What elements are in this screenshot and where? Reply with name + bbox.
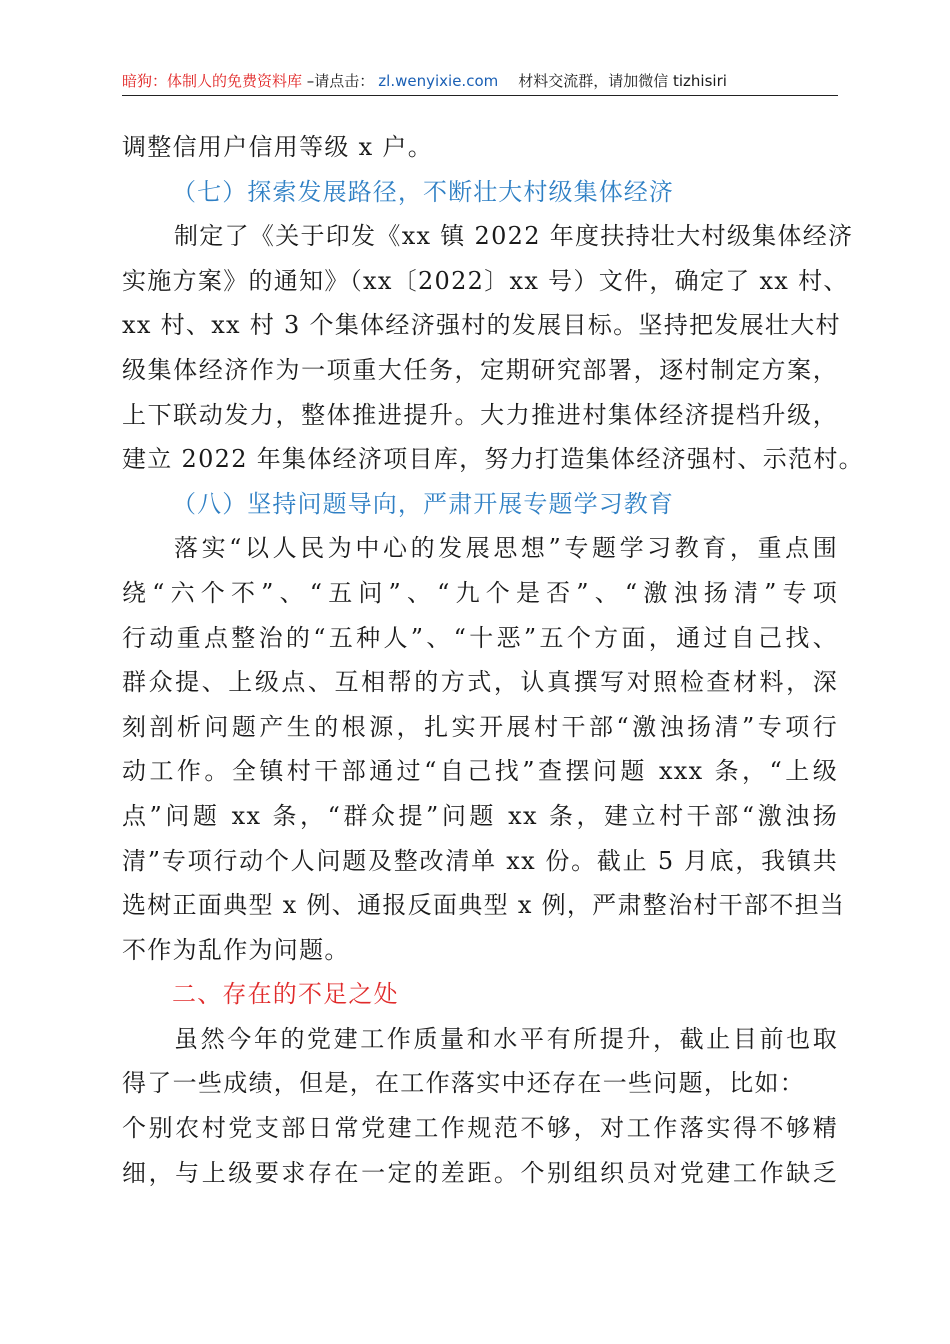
header-divider — [122, 95, 838, 96]
paragraph-line: xx 村、xx 村 3 个集体经济强村的发展目标。坚持把发展壮大村 — [122, 311, 841, 340]
paragraph-line: 制定了《关于印发《xx 镇 2022 年度扶持壮大村级集体经济 — [174, 222, 854, 251]
paragraph-line: 得了一些成绩，但是，在工作落实中还存在一些问题，比如： — [122, 1069, 806, 1098]
page-header — [122, 68, 838, 94]
paragraph-line: 刻剖析问题产生的根源，扎实开展村干部“激浊扬清”专项行 — [122, 712, 838, 741]
header-link[interactable]: zl.wenyixie.com — [378, 72, 499, 90]
document-body — [122, 125, 864, 1195]
paragraph-line: 选树正面典型 x 例、通报反面典型 x 例，严肃整治村干部不担当 — [122, 891, 846, 920]
section-heading-7: （七）探索发展路径，不断壮大村级集体经济 — [172, 177, 674, 206]
section-heading-shortcomings: 二、存在的不足之处 — [172, 980, 399, 1009]
paragraph-line: 落实“以人民为中心的发展思想”专题学习教育，重点围 — [174, 534, 838, 563]
section-heading-8: （八）坚持问题导向，严肃开展专题学习教育 — [172, 489, 674, 518]
paragraph-line: 清”专项行动个人问题及整改清单 xx 份。截止 5 月底，我镇共 — [122, 846, 838, 875]
paragraph-line: 调整信用户信用等级 x 户。 — [122, 133, 433, 161]
paragraph-line: 实施方案》的通知》（xx〔2022〕xx 号）文件，确定了 xx 村、 — [122, 266, 849, 295]
paragraph-line: 绕“六个不”、“五问”、“九个是否”、“激浊扬清”专项 — [122, 578, 838, 607]
paragraph-line: 群众提、上级点、互相帮的方式，认真撰写对照检查材料，深 — [122, 668, 838, 697]
paragraph-line: 虽然今年的党建工作质量和水平有所提升，截止目前也取 — [174, 1024, 838, 1053]
header-site-name: 暗狗：体制人的免费资料库 — [122, 72, 303, 90]
paragraph-line: 动工作。全镇村干部通过“自己找”查摆问题 xxx 条，“上级 — [122, 757, 838, 786]
paragraph-line: 点”问题 xx 条，“群众提”问题 xx 条，建立村干部“激浊扬 — [122, 801, 838, 830]
header-wechat-note: 材料交流群，请加微信 tizhisiri — [518, 72, 727, 90]
paragraph-line: 上下联动发力，整体推进提升。大力推进村集体经济提档升级， — [122, 400, 838, 429]
paragraph-line: 不作为乱作为问题。 — [122, 935, 350, 964]
paragraph-line: 行动重点整治的“五种人”、“十恶”五个方面，通过自己找、 — [122, 623, 838, 652]
paragraph-line: 细，与上级要求存在一定的差距。个别组织员对党建工作缺乏 — [122, 1158, 838, 1187]
paragraph-line: 级集体经济作为一项重大任务，定期研究部署，逐村制定方案， — [122, 355, 838, 384]
paragraph-line: 建立 2022 年集体经济项目库，努力打造集体经济强村、示范村。 — [122, 445, 864, 474]
header-click-prompt: –请点击： — [302, 72, 375, 90]
paragraph-line: 个别农村党支部日常党建工作规范不够，对工作落实得不够精 — [122, 1114, 838, 1143]
